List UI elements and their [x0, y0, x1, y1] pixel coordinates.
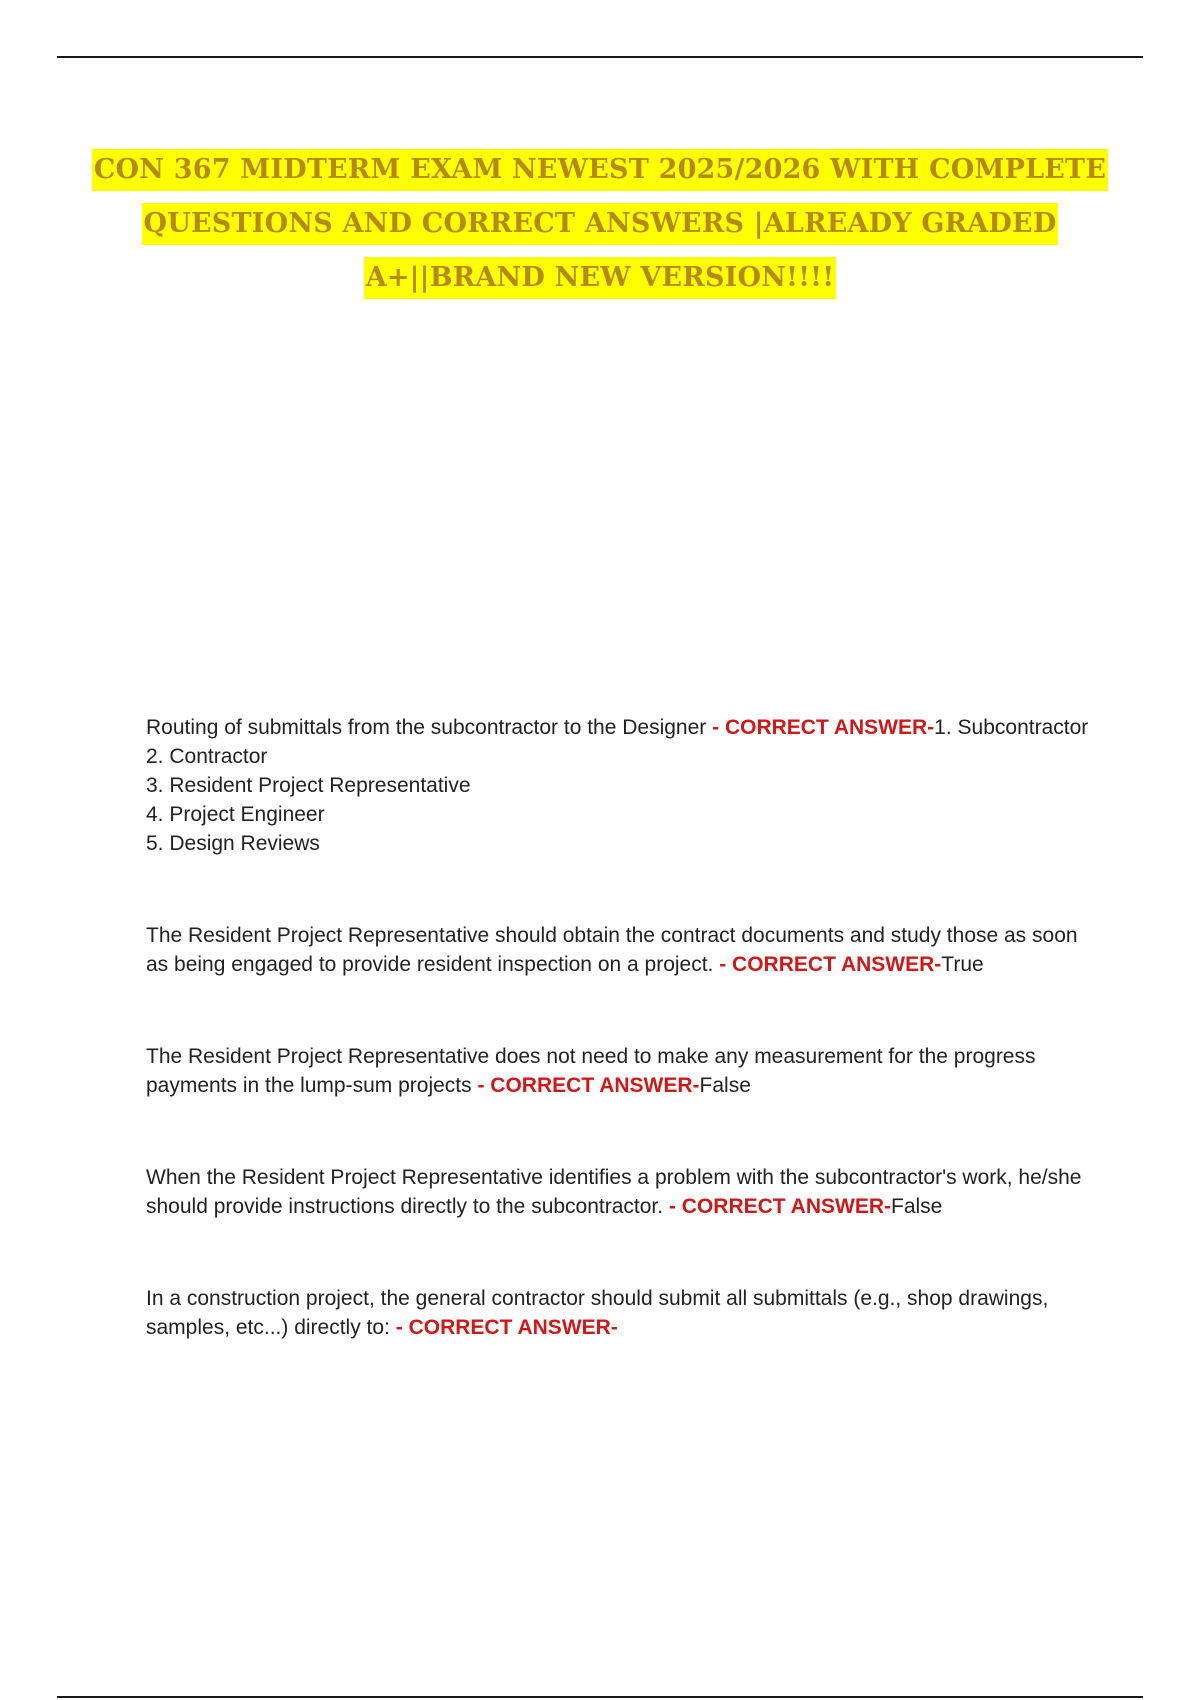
answer-step: 5. Design Reviews [146, 832, 320, 855]
title-line: A+||BRAND NEW VERSION!!!! [60, 251, 1140, 305]
correct-answer-marker: - CORRECT ANSWER- [477, 1074, 700, 1097]
bottom-divider [57, 1696, 1143, 1698]
title-line: CON 367 MIDTERM EXAM NEWEST 2025/2026 WITH COMPLETE [60, 143, 1140, 197]
qa-item [146, 1284, 1096, 1342]
document-title [60, 143, 1140, 305]
title-line: QUESTIONS AND CORRECT ANSWERS |ALREADY GRADED [60, 197, 1140, 251]
answer-step: 2. Contractor [146, 745, 268, 768]
answer-step: 3. Resident Project Representative [146, 774, 471, 797]
top-divider [57, 56, 1143, 58]
answer-text: 1. Subcontractor [934, 716, 1089, 739]
correct-answer-marker: - CORRECT ANSWER- [668, 1195, 891, 1218]
correct-answer-marker: - CORRECT ANSWER- [395, 1316, 618, 1339]
qa-item [146, 1163, 1096, 1221]
question-text: When the Resident Project Representative identifies a problem with the subcontractor's work, he/she should provide instructions directly to the subcontractor. - CORRECT ANSWER-False [146, 1166, 1082, 1218]
qa-item [146, 713, 1096, 858]
correct-answer-marker: - CORRECT ANSWER- [719, 953, 942, 976]
answer-text: True [941, 953, 984, 976]
qa-list [146, 713, 1096, 1342]
answer-step: 4. Project Engineer [146, 803, 325, 826]
question-text: In a construction project, the general contractor should submit all submittals (e.g., shop drawings, samples, etc...) directly to: - CORRECT ANSWER- [146, 1287, 1049, 1339]
question-text: The Resident Project Representative should obtain the contract documents and study those as soon as being engaged to provide resident inspection on a project. - CORRECT ANSWER-True [146, 924, 1078, 976]
question-text: The Resident Project Representative does not need to make any measurement for the progress payments in the lump-sum projects - CORRECT ANSWER-False [146, 1045, 1036, 1097]
question-text: Routing of submittals from the subcontractor to the Designer - CORRECT ANSWER-1. Subcontractor [146, 716, 1089, 739]
correct-answer-marker: - CORRECT ANSWER- [712, 716, 935, 739]
qa-item [146, 1042, 1096, 1100]
answer-text: False [699, 1074, 751, 1097]
answer-text: False [891, 1195, 943, 1218]
qa-item [146, 921, 1096, 979]
